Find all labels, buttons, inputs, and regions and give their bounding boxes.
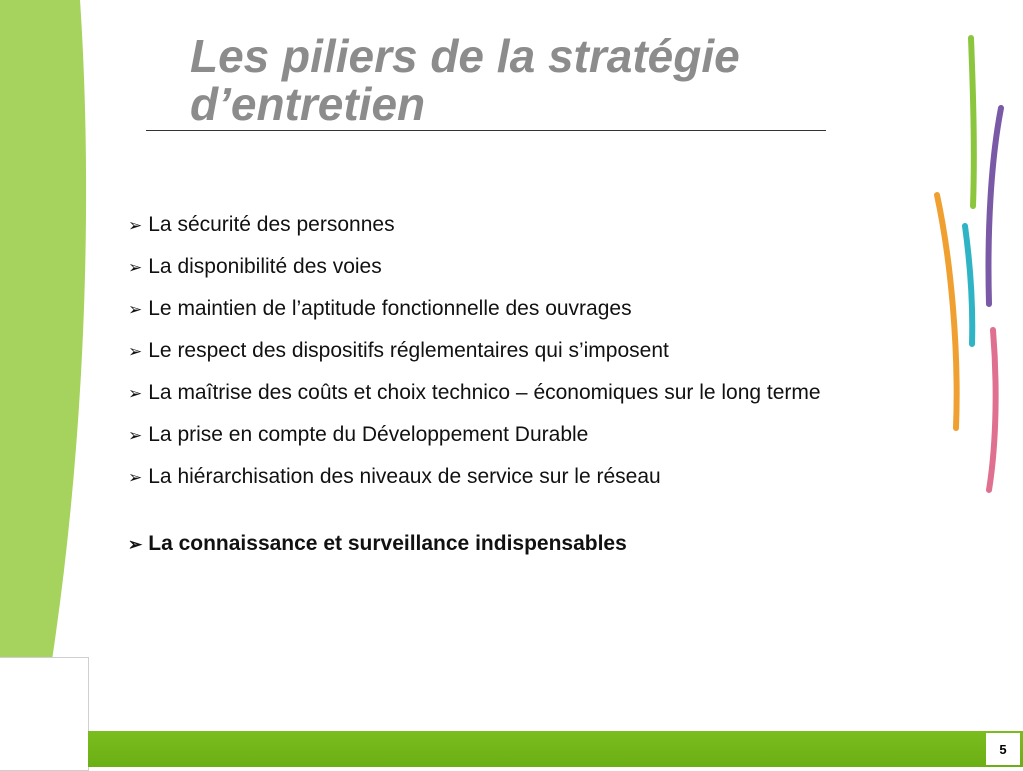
slide-title: Les piliers de la stratégie d’entretien bbox=[190, 30, 740, 130]
green-stroke bbox=[971, 38, 974, 206]
bullet-text: Le respect des dispositifs réglementaires qui s’imposent bbox=[148, 339, 669, 362]
bullet-item bbox=[128, 338, 838, 365]
arrow-bullet-icon: ➢ bbox=[128, 384, 143, 403]
teal-stroke bbox=[965, 226, 972, 344]
corner-box bbox=[0, 657, 89, 771]
bullet-text: La sécurité des personnes bbox=[148, 213, 395, 236]
bullet-item bbox=[128, 464, 838, 491]
left-green-band-shape bbox=[0, 0, 86, 660]
page-number: 5 bbox=[986, 733, 1020, 765]
bullet-text: La hiérarchisation des niveaux de service sur le réseau bbox=[148, 465, 661, 488]
arrow-bullet-icon: ➢ bbox=[128, 258, 143, 277]
bullet-text: Le maintien de l’aptitude fonctionnelle des ouvrages bbox=[148, 297, 632, 320]
arrow-bullet-icon: ➢ bbox=[128, 535, 143, 554]
arrow-bullet-icon: ➢ bbox=[128, 426, 143, 445]
left-green-band bbox=[0, 0, 100, 660]
bullet-text: La connaissance et surveillance indispensables bbox=[148, 532, 627, 555]
arrow-bullet-icon: ➢ bbox=[128, 468, 143, 487]
decorative-strokes bbox=[925, 30, 1020, 500]
bullet-item bbox=[128, 254, 838, 281]
bullet-list bbox=[128, 212, 838, 573]
purple-stroke bbox=[989, 108, 1002, 304]
bullet-text: La prise en compte du Développement Durable bbox=[148, 423, 589, 446]
bullet-item bbox=[128, 296, 838, 323]
arrow-bullet-icon: ➢ bbox=[128, 216, 143, 235]
bullet-text: La maîtrise des coûts et choix technico – économiques sur le long terme bbox=[148, 381, 821, 404]
bullet-item-bold bbox=[128, 531, 838, 558]
footer-bar bbox=[88, 731, 1023, 767]
bullet-item bbox=[128, 380, 838, 407]
bullet-text: La disponibilité des voies bbox=[148, 255, 382, 278]
title-underline bbox=[146, 130, 826, 131]
arrow-bullet-icon: ➢ bbox=[128, 342, 143, 361]
pink-stroke bbox=[989, 330, 996, 490]
orange-stroke bbox=[937, 195, 957, 428]
bullet-item bbox=[128, 422, 838, 449]
bullet-item bbox=[128, 212, 838, 239]
arrow-bullet-icon: ➢ bbox=[128, 300, 143, 319]
